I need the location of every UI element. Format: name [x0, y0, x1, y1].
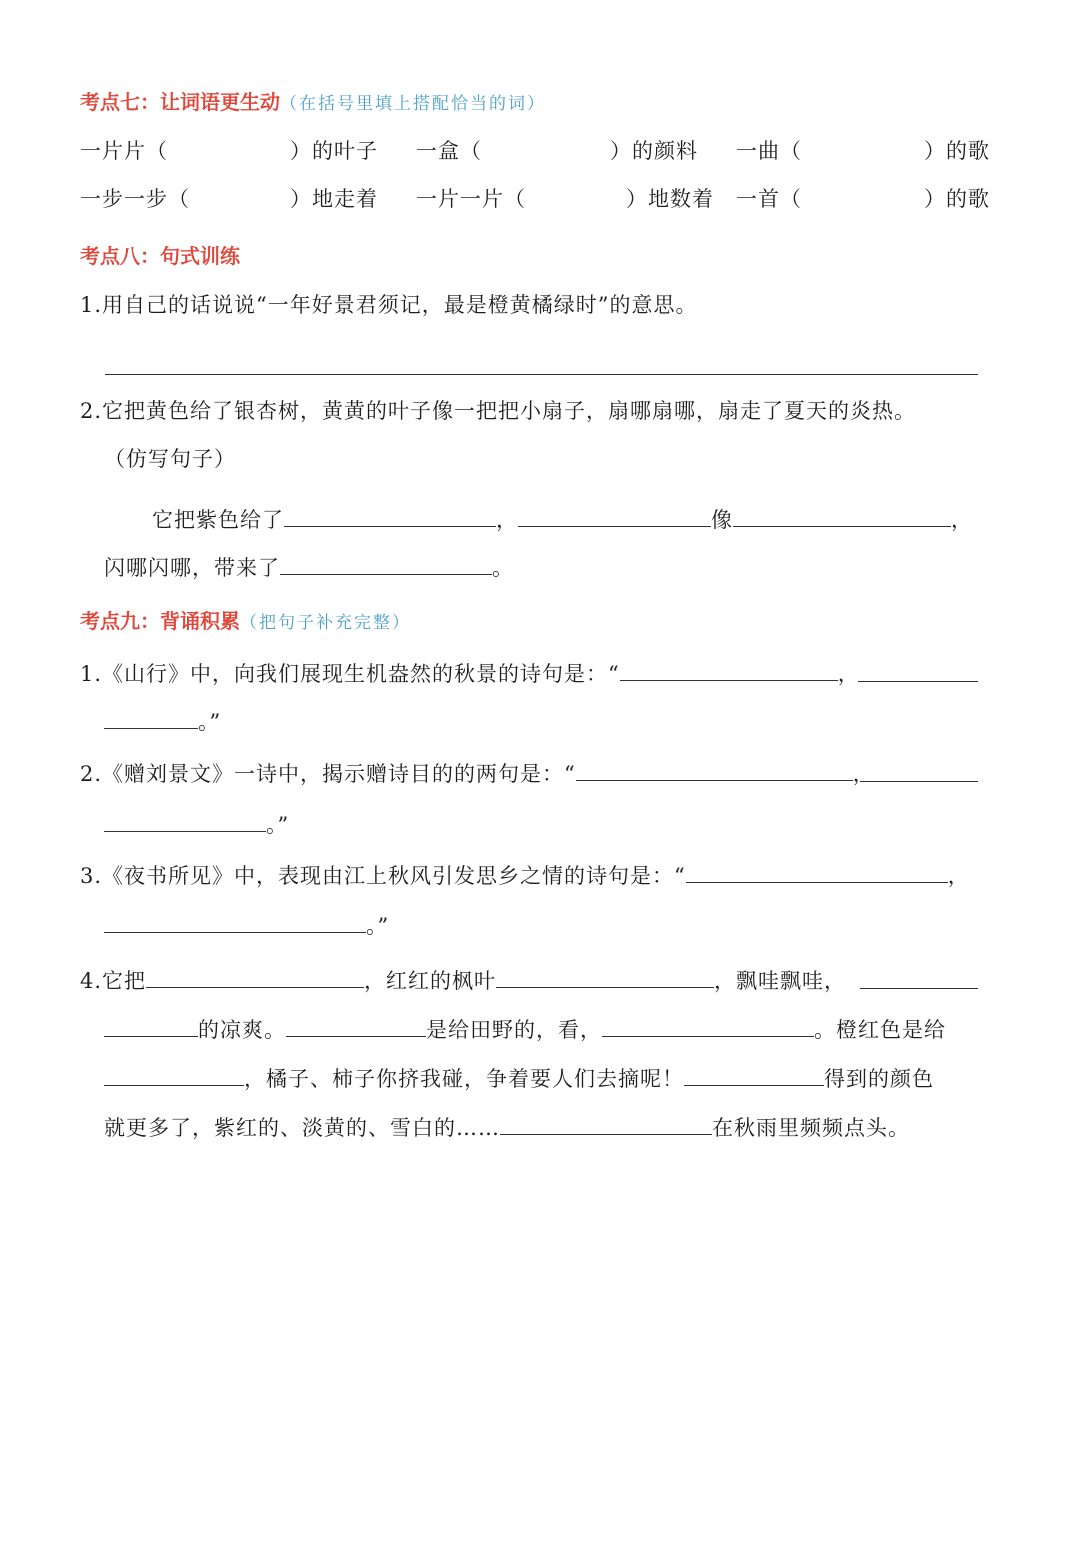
s8-q2-fill-row1 — [152, 506, 973, 531]
s9-q3-blank-1[interactable] — [686, 862, 948, 883]
s8-q2-line1: 2.它把黄色给了银杏树，黄黄的叶子像一把把小扇子，扇哪扇哪，扇走了夏天的炎热。 — [80, 399, 917, 423]
s7-item-2 — [416, 141, 698, 162]
s8-q1: 1.用自己的话说说“一年好景君须记，最是橙黄橘绿时”的意思。 — [80, 293, 698, 317]
s7-item-6-pre: 一首（ — [736, 187, 802, 211]
s9-q4-blank-1[interactable] — [146, 967, 364, 988]
section-8-title: 考点八：句式训练 — [80, 244, 240, 268]
s7-item-6 — [736, 189, 990, 210]
s9-q3-end: 。” — [366, 914, 390, 938]
s9-q1-comma: ， — [837, 662, 860, 686]
s7-item-3-post: ）的歌 — [924, 139, 990, 163]
s9-q2-blank-2b[interactable] — [104, 811, 266, 832]
s9-q4-row2 — [104, 1016, 946, 1041]
s9-q2-blank-2a[interactable] — [860, 781, 978, 782]
s9-q4-blank-5[interactable] — [602, 1016, 814, 1037]
s9-q4-blank-2[interactable] — [496, 967, 714, 988]
s7-item-5-post: ）地数着 — [626, 187, 714, 211]
section-7-heading — [80, 92, 546, 113]
s7-item-6-post: ）的歌 — [924, 187, 990, 211]
s9-q4-blank-8[interactable] — [500, 1114, 712, 1135]
s9-q4-text-f: 。橙红色是给 — [814, 1018, 946, 1042]
s7-item-2-post: ）的颜料 — [610, 139, 698, 163]
s9-q1-text: 1.《山行》中，向我们展现生机盎然的秋景的诗句是：“ — [80, 662, 620, 686]
s7-item-4 — [80, 189, 378, 210]
s9-q2-comma: ， — [852, 762, 875, 786]
s7-item-2-pre: 一盒（ — [416, 139, 482, 163]
s9-q3-text: 3.《夜书所见》中，表现由江上秋风引发思乡之情的诗句是：“ — [80, 864, 686, 888]
s9-q4-text-a: 4.它把 — [80, 969, 147, 993]
s9-q4-text-d: 的凉爽。 — [198, 1018, 286, 1042]
s9-q4-row4 — [104, 1114, 910, 1139]
s8-q2-blank-4[interactable] — [280, 554, 492, 575]
section-9-hint: （把句子补充完整） — [240, 613, 411, 633]
s9-q3-row1 — [80, 862, 970, 887]
s9-q4-text-b: ，红红的枫叶 — [364, 969, 497, 993]
s9-q4-blank-6[interactable] — [104, 1065, 244, 1086]
s9-q3-comma: ， — [947, 864, 970, 888]
s8-q2-part3: 像 — [711, 508, 733, 532]
s7-item-3-pre: 一曲（ — [736, 139, 802, 163]
s9-q4-text-e: 是给田野的，看， — [426, 1018, 602, 1042]
s8-q2-part5: 闪哪闪哪，带来了 — [104, 556, 280, 580]
s9-q3-blank-2[interactable] — [104, 912, 366, 933]
s7-item-3 — [736, 141, 990, 162]
section-9-heading — [80, 611, 411, 632]
s8-q2-part1: 它把紫色给了 — [152, 508, 284, 532]
s8-q2-part6: 。 — [492, 556, 514, 580]
s9-q4-blank-3a[interactable] — [860, 988, 978, 989]
s9-q2-end: 。” — [266, 813, 290, 837]
s9-q3-row2 — [104, 912, 389, 937]
s9-q4-text-g: ，橘子、柿子你挤我碰，争着要人们去摘呢！ — [244, 1067, 684, 1091]
s8-q1-answer-line[interactable] — [105, 374, 978, 375]
section-9-title: 考点九：背诵积累 — [80, 609, 240, 633]
s9-q4-text-i: 就更多了，紫红的、淡黄的、雪白的…… — [104, 1116, 500, 1140]
s9-q4-row3 — [104, 1065, 934, 1090]
s7-item-1-post: ）的叶子 — [290, 139, 378, 163]
s8-q2-part2: ， — [496, 508, 518, 532]
s9-q4-text-j: 在秋雨里频频点头。 — [712, 1116, 910, 1140]
s7-item-5-pre: 一片一片（ — [416, 187, 526, 211]
s9-q4-row1 — [80, 967, 846, 992]
section-7-title: 考点七：让词语更生动 — [80, 90, 280, 114]
s7-item-1-pre: 一片片（ — [80, 139, 168, 163]
s8-q2-blank-1[interactable] — [284, 506, 496, 527]
s9-q2-row2 — [104, 811, 289, 836]
s9-q1-blank-2a[interactable] — [858, 681, 978, 682]
s9-q2-blank-1[interactable] — [576, 760, 853, 781]
s7-item-4-post: ）地走着 — [290, 187, 378, 211]
s9-q4-text-c: ，飘哇飘哇， — [714, 969, 847, 993]
s9-q2-row1 — [80, 760, 875, 785]
s9-q4-blank-4[interactable] — [286, 1016, 426, 1037]
s9-q1-end: 。” — [198, 710, 222, 734]
s9-q4-text-h: 得到的颜色 — [824, 1067, 934, 1091]
s8-q2-blank-3[interactable] — [733, 506, 951, 527]
section-8-heading — [80, 246, 240, 266]
s9-q1-row1 — [80, 660, 860, 685]
s7-item-4-pre: 一步一步（ — [80, 187, 190, 211]
section-7-hint: （在括号里填上搭配恰当的词） — [280, 94, 546, 114]
s9-q1-row2 — [104, 708, 221, 733]
s8-q2-blank-2[interactable] — [518, 506, 711, 527]
s7-item-5 — [416, 189, 714, 210]
s8-q2-fill-row2 — [104, 554, 514, 579]
s7-item-1 — [80, 141, 378, 162]
s8-q2-line2: （仿写句子） — [104, 447, 236, 471]
s9-q4-blank-3b[interactable] — [104, 1016, 198, 1037]
s9-q1-blank-2b[interactable] — [104, 708, 198, 729]
s9-q1-blank-1[interactable] — [620, 660, 838, 681]
s8-q2-part4: ， — [951, 508, 973, 532]
s9-q4-blank-7[interactable] — [684, 1065, 824, 1086]
s9-q2-text: 2.《赠刘景文》一诗中，揭示赠诗目的的两句是：“ — [80, 762, 576, 786]
